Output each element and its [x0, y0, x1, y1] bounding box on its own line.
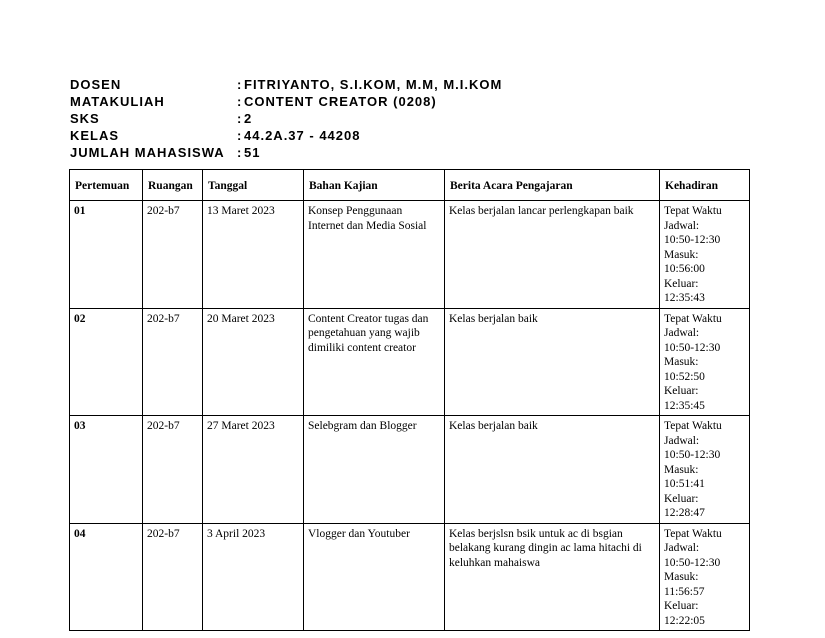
- cell-kehadiran: [660, 416, 750, 524]
- header-row-matakuliah: MATAKULIAH : CONTENT CREATOR (0208): [70, 94, 437, 109]
- cell-bahan-kajian: Content Creator tugas dan pengetahuan yang wajib dimiliki content creator: [304, 308, 445, 416]
- header-row-sks: SKS : 2: [70, 111, 253, 126]
- col-header-bahan-kajian: Bahan Kajian: [304, 170, 445, 201]
- attendance-in-label: Masuk:: [664, 571, 699, 583]
- matakuliah-value: CONTENT CREATOR (0208): [244, 94, 437, 109]
- cell-kehadiran: [660, 523, 750, 631]
- cell-tanggal: 20 Maret 2023: [203, 308, 304, 416]
- cell-tanggal: 13 Maret 2023: [203, 201, 304, 309]
- col-header-tanggal: Tanggal: [203, 170, 304, 201]
- attendance-out: 12:35:43: [664, 292, 705, 304]
- cell-ruangan: 202-b7: [143, 523, 203, 631]
- dosen-value: FITRIYANTO, S.I.KOM, M.M, M.I.KOM: [244, 77, 503, 92]
- attendance-status: Tepat Waktu: [664, 205, 722, 217]
- attendance-in: 10:51:41: [664, 478, 705, 490]
- cell-ruangan: 202-b7: [143, 201, 203, 309]
- attendance-schedule-label: Jadwal:: [664, 542, 700, 554]
- cell-bahan-kajian: Selebgram dan Blogger: [304, 416, 445, 524]
- jumlah-mahasiswa-value: 51: [244, 145, 261, 160]
- cell-pertemuan: 04: [70, 523, 143, 631]
- attendance-schedule: 10:50-12:30: [664, 234, 721, 246]
- kelas-label: KELAS: [70, 128, 120, 143]
- kelas-value: 44.2A.37 - 44208: [244, 128, 361, 143]
- col-header-kehadiran: Kehadiran: [660, 170, 750, 201]
- attendance-schedule-label: Jadwal:: [664, 219, 700, 232]
- header-row-kelas: KELAS : 44.2A.37 - 44208: [70, 128, 361, 143]
- cell-pertemuan: 03: [70, 416, 143, 524]
- header-row-jumlah-mahasiswa: JUMLAH MAHASISWA : 51: [70, 145, 261, 160]
- table-row: [70, 523, 750, 631]
- attendance-status: Tepat Waktu: [664, 312, 722, 325]
- cell-ruangan: 202-b7: [143, 416, 203, 524]
- cell-pertemuan: 01: [70, 201, 143, 309]
- cell-kehadiran: [660, 201, 750, 309]
- table-row: [70, 201, 750, 309]
- sks-label: SKS: [70, 111, 100, 126]
- cell-berita-acara: Kelas berjalan lancar perlengkapan baik: [445, 201, 660, 309]
- dosen-label: DOSEN: [70, 77, 122, 92]
- cell-bahan-kajian: Vlogger dan Youtuber: [304, 523, 445, 631]
- teaching-journal-table: [69, 169, 750, 631]
- col-header-ruangan: Ruangan: [143, 170, 203, 201]
- attendance-schedule: 10:50-12:30: [664, 556, 721, 569]
- matakuliah-label: MATAKULIAH: [70, 94, 165, 109]
- cell-tanggal: 27 Maret 2023: [203, 416, 304, 524]
- attendance-schedule-label: Jadwal:: [664, 434, 700, 447]
- cell-bahan-kajian: Konsep Penggunaan Internet dan Media Sosial: [304, 201, 445, 309]
- sks-value: 2: [244, 111, 253, 126]
- table-row: [70, 308, 750, 416]
- attendance-schedule: 10:50-12:30: [664, 449, 721, 461]
- attendance-out-label: Keluar:: [664, 385, 699, 397]
- cell-tanggal: 3 April 2023: [203, 523, 304, 631]
- attendance-in-label: Masuk:: [664, 248, 699, 261]
- attendance-in: 10:56:00: [664, 263, 705, 275]
- cell-pertemuan: 02: [70, 308, 143, 416]
- table-row: [70, 416, 750, 524]
- cell-berita-acara: Kelas berjalan baik: [445, 416, 660, 524]
- attendance-out: 12:28:47: [664, 507, 705, 519]
- attendance-schedule-label: Jadwal:: [664, 327, 700, 339]
- cell-berita-acara: Kelas berjslsn bsik untuk ac di bsgian belakang kurang dingin ac lama hitachi di keluhkan mahaiswa: [445, 523, 660, 631]
- cell-kehadiran: [660, 308, 750, 416]
- attendance-out: 12:35:45: [664, 399, 705, 412]
- col-header-berita-acara: Berita Acara Pengajaran: [445, 170, 660, 201]
- jumlah-mahasiswa-label: JUMLAH MAHASISWA: [70, 145, 225, 160]
- attendance-in: 10:52:50: [664, 370, 705, 383]
- attendance-status: Tepat Waktu: [664, 527, 722, 540]
- header-row-dosen: DOSEN : FITRIYANTO, S.I.KOM, M.M, M.I.KOM: [70, 77, 503, 92]
- cell-ruangan: 202-b7: [143, 308, 203, 416]
- col-header-pertemuan: Pertemuan: [70, 170, 143, 201]
- attendance-in: 11:56:57: [664, 585, 705, 598]
- attendance-status: Tepat Waktu: [664, 420, 722, 432]
- attendance-out-label: Keluar:: [664, 277, 699, 290]
- table-header-row: [70, 170, 750, 201]
- attendance-out: 12:22:05: [664, 614, 705, 627]
- attendance-out-label: Keluar:: [664, 492, 699, 505]
- attendance-in-label: Masuk:: [664, 356, 699, 368]
- cell-berita-acara: Kelas berjalan baik: [445, 308, 660, 416]
- course-header: [70, 76, 590, 161]
- attendance-in-label: Masuk:: [664, 463, 699, 476]
- attendance-out-label: Keluar:: [664, 600, 699, 612]
- attendance-schedule: 10:50-12:30: [664, 341, 721, 354]
